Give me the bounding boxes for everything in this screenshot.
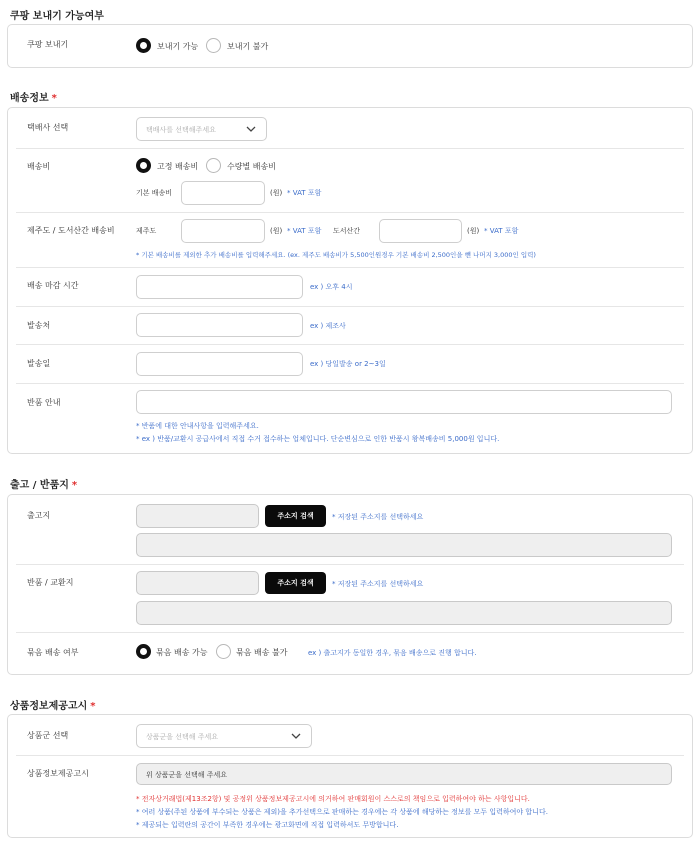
- courier-select[interactable]: [136, 117, 267, 141]
- quantity-fee-label: 수량별 배송비: [227, 162, 276, 171]
- won-unit: (원): [467, 227, 480, 235]
- shipping-card: [7, 107, 693, 454]
- return-address-detail[interactable]: [136, 601, 672, 625]
- cutoff-time-input[interactable]: [136, 275, 303, 299]
- bundle-unavailable-label: 묶음 배송 불가: [236, 648, 288, 657]
- outbound-search-note: * 저장된 주소지를 선택하세요: [332, 513, 424, 521]
- divider: [16, 344, 684, 345]
- product-notice-value: 위 상품군을 선택해 주세요: [146, 771, 228, 779]
- return-note-1: * 반품에 대한 안내사항을 입력해주세요.: [136, 422, 259, 430]
- outbound-address-input[interactable]: [136, 504, 259, 528]
- bundle-available-radio[interactable]: [136, 644, 151, 659]
- divider: [16, 755, 684, 756]
- product-notice-card: [7, 714, 693, 838]
- sender-label: 발송처: [27, 321, 51, 330]
- outbound-address-detail[interactable]: [136, 533, 672, 557]
- coupang-send-label: 쿠팡 보내기: [27, 40, 69, 49]
- product-notice-section-title: 상품정보제공고시 *: [10, 701, 96, 712]
- divider: [16, 212, 684, 213]
- bundle-unavailable-radio[interactable]: [216, 644, 231, 659]
- return-info-input[interactable]: [136, 390, 672, 414]
- island-fee-note: * 기본 배송비를 제외한 추가 배송비를 입력해주세요. (ex. 제주도 배송비가 5,500인원경우 기본 배송비 2,500인을 뺀 나머지 3,000인 입력): [136, 251, 536, 259]
- required-mark: *: [90, 701, 96, 712]
- divider: [16, 267, 684, 268]
- required-mark: *: [51, 93, 57, 104]
- send-day-label: 발송일: [27, 359, 51, 368]
- bundle-available-label: 묶음 배송 가능: [156, 648, 208, 657]
- sender-input[interactable]: [136, 313, 303, 337]
- vat-note: * VAT 포함: [287, 227, 322, 235]
- product-notice-field[interactable]: [136, 763, 672, 785]
- chevron-down-icon: [290, 731, 302, 741]
- shipping-section-title: 배송정보 *: [10, 93, 57, 104]
- coupang-send-unavailable-label: 보내기 불가: [227, 42, 269, 51]
- won-unit: (원): [270, 189, 283, 197]
- outbound-label: 출고지: [27, 511, 51, 520]
- product-group-label: 상품군 선택: [27, 731, 69, 740]
- coupang-section-title: 쿠팡 보내기 가능여부: [10, 11, 104, 22]
- product-group-select[interactable]: [136, 724, 312, 748]
- return-search-button[interactable]: 주소지 검색: [265, 572, 326, 594]
- coupang-send-available-radio[interactable]: [136, 38, 151, 53]
- vat-note: * VAT 포함: [287, 189, 322, 197]
- coupang-send-available-label: 보내기 가능: [157, 42, 199, 51]
- send-day-hint: ex ) 당일발송 or 2~3일: [310, 360, 386, 368]
- product-group-placeholder: 상품군을 선택해 주세요: [146, 733, 219, 741]
- chevron-down-icon: [245, 124, 257, 134]
- sender-hint: ex ) 제조사: [310, 322, 346, 330]
- island-sub-label: 도서산간: [333, 227, 361, 235]
- vat-note: * VAT 포함: [484, 227, 519, 235]
- return-info-label: 반품 안내: [27, 398, 61, 407]
- jeju-fee-input[interactable]: [181, 219, 265, 243]
- address-card: [7, 494, 693, 675]
- divider: [16, 632, 684, 633]
- base-fee-label: 기본 배송비: [136, 189, 173, 197]
- base-fee-input[interactable]: [181, 181, 265, 205]
- island-fee-input[interactable]: [379, 219, 462, 243]
- product-notice-note-2: * 여러 상품(주된 상품에 부수되는 상품은 제외)을 추가선택으로 판매하는 경우에는 각 상품에 해당하는 정보를 모두 입력하여야 합니다.: [136, 808, 548, 816]
- bundle-shipping-label: 묶음 배송 여부: [27, 648, 79, 657]
- cutoff-time-label: 배송 마감 시간: [27, 281, 79, 290]
- cutoff-time-hint: ex ) 오후 4시: [310, 283, 353, 291]
- send-day-input[interactable]: [136, 352, 303, 376]
- product-notice-label: 상품정보제공고시: [27, 769, 89, 778]
- fixed-fee-label: 고정 배송비: [157, 162, 199, 171]
- required-mark: *: [71, 480, 78, 491]
- return-address-input[interactable]: [136, 571, 259, 595]
- island-fee-label: 제주도 / 도서산간 배송비: [27, 226, 115, 235]
- product-notice-note-3: * 제공되는 입력란의 공간이 부족한 경우에는 광고화면에 직접 입력하셔도 무방합니다.: [136, 821, 399, 829]
- courier-label: 택배사 선택: [27, 123, 69, 132]
- courier-placeholder: 택배사를 선택해주세요: [146, 126, 216, 134]
- product-notice-note-1: * 전자상거래법(제13조2항) 및 공정위 상품정보제공고시에 의거하여 판매회원이 스스로의 책임으로 입력하여야 하는 사항입니다.: [136, 795, 530, 803]
- quantity-fee-radio[interactable]: [206, 158, 221, 173]
- return-search-note: * 저장된 주소지를 선택하세요: [332, 580, 424, 588]
- bundle-note: ex ) 출고지가 동일한 경우, 묶음 배송으로 진행 합니다.: [308, 649, 477, 657]
- divider: [16, 306, 684, 307]
- fixed-fee-radio[interactable]: [136, 158, 151, 173]
- return-note-2: * ex ) 반품/교환시 공급사에서 직접 수거 접수하는 업체입니다. 단순변심으로 인한 반품시 왕복배송비 5,000원 입니다.: [136, 435, 500, 443]
- outbound-search-button[interactable]: 주소지 검색: [265, 505, 326, 527]
- jeju-label: 제주도: [136, 227, 157, 235]
- coupang-card: [7, 24, 693, 68]
- divider: [16, 383, 684, 384]
- fee-label: 배송비: [27, 162, 51, 171]
- won-unit: (원): [270, 227, 283, 235]
- divider: [16, 148, 684, 149]
- divider: [16, 564, 684, 565]
- return-address-label: 반품 / 교환지: [27, 578, 74, 587]
- address-section-title: 출고 / 반품지 *: [10, 480, 78, 491]
- coupang-send-unavailable-radio[interactable]: [206, 38, 221, 53]
